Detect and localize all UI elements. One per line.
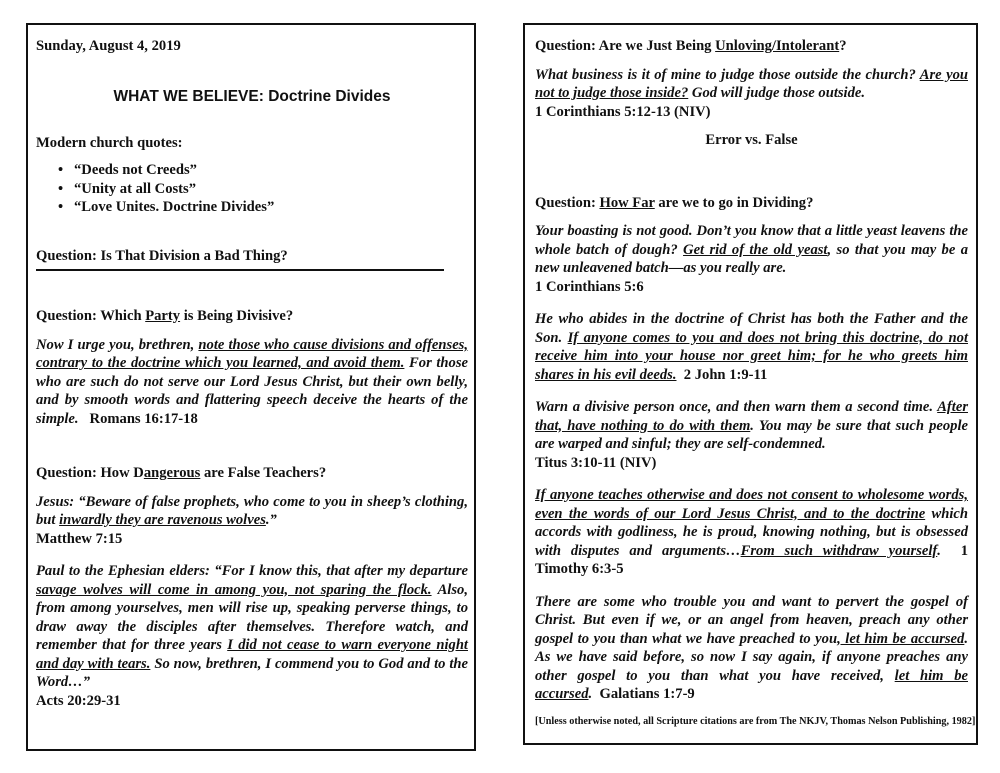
romans-passage (36, 336, 468, 429)
quotes-heading: Modern church quotes: (36, 134, 183, 151)
timothy-passage (535, 486, 968, 579)
question-dangerous (36, 464, 468, 483)
passage-underlined: savage wolves will come in among you, not sparing the flock. (36, 581, 432, 598)
passage-text: What business is it of mine to judge those outside the church? (535, 66, 920, 83)
scripture-reference: Matthew 7:15 (36, 530, 123, 547)
passage-text: Now I urge you, brethren, (36, 336, 199, 353)
question-party (36, 307, 468, 326)
passage-underlined: inwardly they are ravenous wolves (59, 512, 266, 528)
passage-underlined: let him be accursed (535, 667, 968, 702)
right-panel (523, 23, 978, 745)
scripture-reference: 2 John 1:9-11 (683, 366, 768, 383)
scripture-reference: Galatians 1:7-9 (599, 686, 695, 702)
titus-passage (535, 398, 968, 454)
passage-text: .” (265, 512, 277, 528)
passage-underlined: I did not cease to warn everyone night and day with tears. (36, 637, 468, 672)
passage-underlined: If anyone teaches otherwise and does not consent to wholesome words, even the words of our Lord Jesus Christ, and to the doctrine (535, 487, 968, 522)
passage-text: . As we have said before, so now I say again, if anyone preaches any other gospel to you than what you have received, (535, 630, 968, 684)
bullet-icon: • (58, 180, 64, 197)
q-underlined: Unloving/Intolerant (715, 38, 840, 54)
q-text: Question: (535, 194, 600, 211)
q-underlined: How Far (599, 194, 655, 211)
q-text: is Being Divisive? (180, 308, 294, 324)
john-passage (535, 310, 968, 384)
scripture-reference: 1 Corinthians 5:6 (535, 278, 644, 295)
list-item (60, 198, 468, 217)
list-item (60, 161, 468, 180)
passage-text: For those who are such do not serve our Lord Jesus Christ, but their own belly, and by smooth words and flattering speech deceive the hearts of the simple. (36, 355, 468, 427)
q-underlined: angerous (143, 465, 201, 481)
passage-text: , so that you may be a new unleavened batch—as you really are. (535, 241, 968, 276)
scripture-reference: Titus 3:10-11 (NIV) (535, 454, 657, 471)
passage-underlined: , let him be accursed (837, 630, 965, 647)
passage-underlined: note those who cause divisions and offenses, contrary to the doctrine which you learned, and avoid them. (36, 336, 469, 371)
question-how-far (535, 194, 968, 213)
corinthians-judge-passage (535, 66, 968, 103)
q-text: are we to go in Dividing? (654, 194, 814, 211)
scripture-reference: Romans 16:17-18 (89, 410, 198, 427)
passage-text: God will judge those outside. (688, 85, 866, 101)
scripture-reference: 1 Timothy 6:3-5 (535, 542, 968, 577)
passage-text: Also, from among yourselves, men will rise up, speaking perverse things, to draw away the disciples after themselves. Therefore watch, and remember that for three years (36, 581, 468, 653)
error-vs-false-heading: Error vs. False (705, 132, 798, 148)
quote-text: “Unity at all Costs” (74, 180, 197, 197)
q-text: are False Teachers? (200, 465, 327, 481)
q-text: Question: How D (36, 465, 144, 481)
galatians-passage (535, 593, 968, 704)
bullet-icon: • (58, 162, 64, 178)
bullet-icon: • (58, 199, 64, 215)
q-text: Question: Are we Just Being (535, 38, 716, 54)
passage-text: . You may be sure that such people are warped and sinful; they are self-condemned. (535, 417, 968, 452)
passage-text: . (588, 686, 593, 702)
passage-underlined: Are you not to judge those inside? (535, 66, 968, 101)
acts-passage (36, 562, 468, 692)
passage-text: He who abides in the doctrine of Christ has both the Father and the Son. (535, 311, 968, 346)
passage-text: So now, brethren, I commend you to God and to the Word…” (36, 655, 468, 690)
passage-text: . (937, 542, 941, 559)
list-item (60, 180, 468, 199)
corinthians-yeast-passage (535, 222, 968, 278)
passage-underlined: Get rid of the old yeast (683, 241, 828, 258)
quote-text: “Deeds not Creeds” (74, 162, 197, 178)
passage-underlined: From such withdraw yourself (740, 542, 938, 559)
passage-text: Warn a divisive person once, and then warn them a second time. (535, 399, 938, 415)
passage-underlined: If anyone comes to you and does not bring this doctrine, do not receive him into your house nor greet him; for he who greets him shares in his evil deeds. (535, 329, 968, 383)
q-underlined: Party (145, 308, 181, 324)
passage-underlined: After that, have nothing to do with them (535, 399, 968, 434)
passage-text: Paul to the Ephesian elders: “For I know this, that after my departure (36, 563, 468, 579)
q-text: Question: Which (36, 308, 146, 324)
question-unloving (535, 37, 968, 56)
question-division: Question: Is That Division a Bad Thing? (36, 247, 288, 264)
q-text: ? (839, 38, 847, 54)
passage-text: which accords with godliness, he is proud, knowing nothing, but is obsessed with disputes and arguments… (535, 505, 968, 559)
quote-text: “Love Unites. Doctrine Divides” (74, 199, 275, 215)
date: Sunday, August 4, 2019 (36, 38, 181, 54)
passage-text: There are some who trouble you and want to pervert the gospel of Christ. But even if we, or an angel from heaven, preach any other gospel to you than what we have preached to you (535, 593, 968, 647)
footnote: [Unless otherwise noted, all Scripture citations are from The NKJV, Thomas Nelson Publishing, 1982] (535, 715, 976, 727)
scripture-reference: 1 Corinthians 5:12-13 (NIV) (535, 103, 711, 120)
passage-text: Your boasting is not good. Don’t you know that a little yeast leavens the whole batch of dough? (535, 223, 968, 258)
quotes-list (36, 161, 468, 217)
page-title: WHAT WE BELIEVE: Doctrine Divides (113, 87, 391, 105)
matthew-passage (36, 493, 468, 530)
passage-text: Jesus: “Beware of false prophets, who come to you in sheep’s clothing, but (36, 493, 468, 528)
left-panel (26, 23, 476, 751)
scripture-reference: Acts 20:29-31 (36, 692, 121, 709)
